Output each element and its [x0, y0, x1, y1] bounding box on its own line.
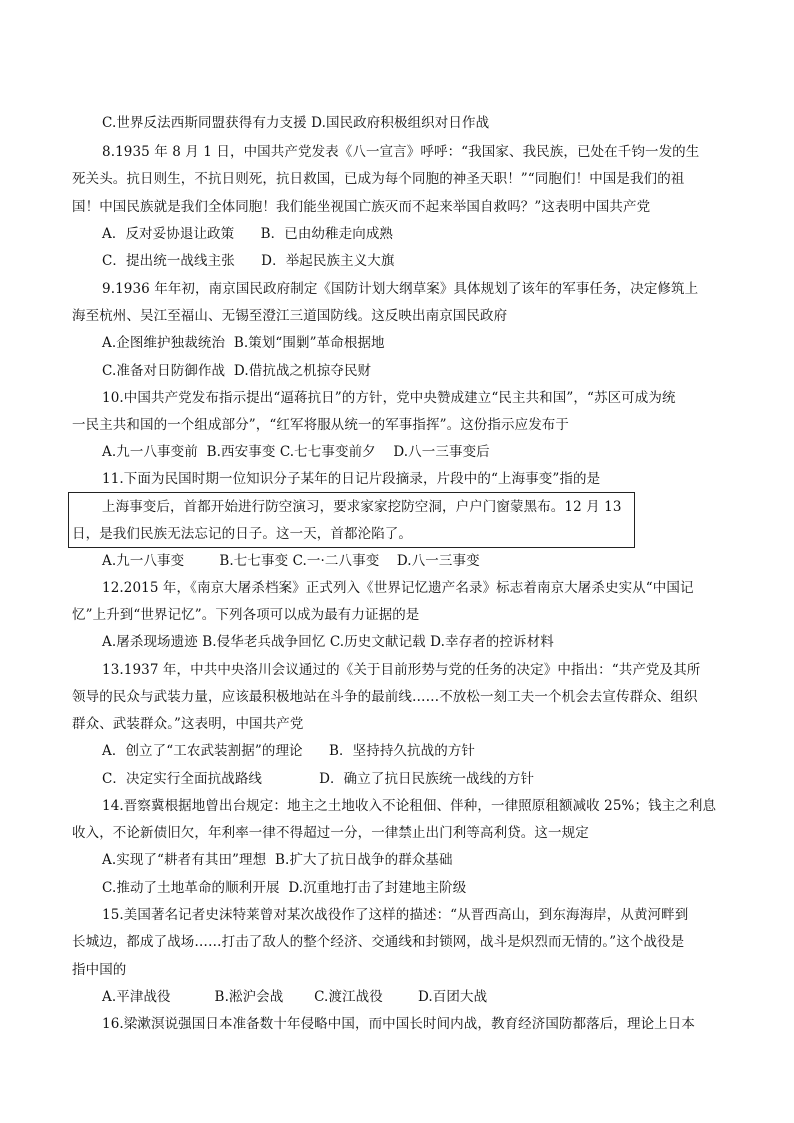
diary-excerpt-line1: 上海事变后，首都开始进行防空演习，要求家家挖防空洞，户户门窗蒙黑布。12 月 13	[102, 499, 622, 515]
q7-options-cd: C.世界反法西斯同盟获得有力支援 D.国民政府积极组织对日作战	[102, 115, 490, 131]
q8-options-ab: A．反对妥协退让政策 B．已由幼稚走向成熟	[102, 226, 394, 242]
q13-options-ab: A．创立了“工农武装割据”的理论 B．坚持持久抗战的方针	[102, 743, 476, 759]
q11-options: A.九一八事变 B.七七事变 C.一·二八事变 D.八一三事变	[102, 553, 480, 569]
q10-stem-line1: 10.中国共产党发布指示提出“逼蒋抗日”的方针，党中央赞成建立“民主共和国”，“苏区可成为统	[102, 390, 676, 406]
q10-stem-line2: 一民主共和国的一个组成部分”，“红军将服从统一的军事指挥”。这份指示应发布于	[72, 417, 570, 433]
q8-stem-line3: 国！中国民族就是我们全体同胞！我们能坐视国亡族灭而不起来举国自救吗？”这表明中国共产党	[72, 199, 651, 215]
q9-stem-line1: 9.1936 年年初，南京国民政府制定《国防计划大纲草案》具体规划了该年的军事任务，决定修筑上	[102, 281, 699, 297]
q9-options-ab: A.企图维护独裁统治 B.策划“围剿”革命根据地	[102, 335, 385, 351]
diary-excerpt-line2: 日，是我们民族无法忘记的日子。这一天，首都沦陷了。	[72, 526, 412, 542]
q13-stem-line1: 13.1937 年，中共中央洛川会议通过的《关于目前形势与党的任务的决定》中指出：“共产党及其所	[102, 662, 701, 678]
q8-options-cd: C．提出统一战线主张 D．举起民族主义大旗	[102, 253, 395, 269]
q15-stem-line2: 长城边，都成了战场……打击了敌人的整个经济、交通线和封锁网，战斗是炽烈而无情的。”这个战役是	[72, 934, 685, 950]
q14-options-ab: A.实现了“耕者有其田”理想 B.扩大了抗日战争的群众基础	[102, 852, 453, 868]
q15-options: A.平津战役 B.淞沪会战 C.渡江战役 D.百团大战	[102, 989, 488, 1005]
q9-options-cd: C.准备对日防御作战 D.借抗战之机掠夺民财	[102, 363, 372, 379]
q13-stem-line3: 群众、武装群众。”这表明，中国共产党	[72, 716, 304, 732]
q13-options-cd: C．决定实行全面抗战路线 D．确立了抗日民族统一战线的方针	[102, 771, 535, 787]
q8-stem-line1: 8.1935 年 8 月 1 日，中国共产党发表《八一宣言》呼呼：“我国家、我民族，已处在千钧一发的生	[102, 144, 700, 160]
q8-stem-line2: 死关头。抗日则生，不抗日则死，抗日救国，已成为每个同胞的神圣天职！”“同胞们！中国是我们的祖	[72, 171, 685, 187]
q14-options-cd: C.推动了土地革命的顺利开展 D.沉重地打击了封建地主阶级	[102, 880, 467, 896]
q15-stem-line3: 指中国的	[72, 962, 127, 978]
q14-stem-line1: 14.晋察冀根据地曾出台规定：地主之土地收入不论租佃、伴种，一律照原租额减收 25%；钱主之利息	[102, 798, 717, 814]
q16-stem-line1: 16.梁漱溟说强国日本准备数十年侵略中国，而中国长时间内战，教育经济国防都落后，理论上日本	[102, 1016, 695, 1032]
q12-stem-line1: 12.2015 年，《南京大屠杀档案》正式列入《世界记忆遗产名录》标志着南京大屠杀史实从“中国记	[102, 580, 694, 596]
q10-options: A.九一八事变前 B.西安事变 C.七七事变前夕 D.八一三事变后	[102, 444, 490, 460]
q12-stem-line2: 忆”上升到“世界记忆”。下列各项可以成为最有力证据的是	[72, 607, 420, 623]
q15-stem-line1: 15.美国著名记者史沫特莱曾对某次战役作了这样的描述：“从晋西高山，到东海海岸，从黄河畔到	[102, 907, 689, 923]
q9-stem-line2: 海至杭州、吴江至福山、无锡至澄江三道国防线。这反映出南京国民政府	[72, 308, 508, 324]
q11-stem: 11.下面为民国时期一位知识分子某年的日记片段摘录，片段中的“上海事变”指的是	[102, 471, 601, 487]
q12-options: A.屠杀现场遗迹 B.侵华老兵战争回忆 C.历史文献记载 D.幸存者的控诉材料	[102, 634, 554, 650]
q14-stem-line2: 收入，不论新债旧欠，年利率一律不得超过一分，一律禁止出门利等高利贷。这一规定	[72, 825, 589, 841]
q13-stem-line2: 领导的民众与武装力量，应该最积极地站在斗争的最前线……不放松一刻工夫一个机会去宣传群众、组织	[72, 689, 698, 705]
